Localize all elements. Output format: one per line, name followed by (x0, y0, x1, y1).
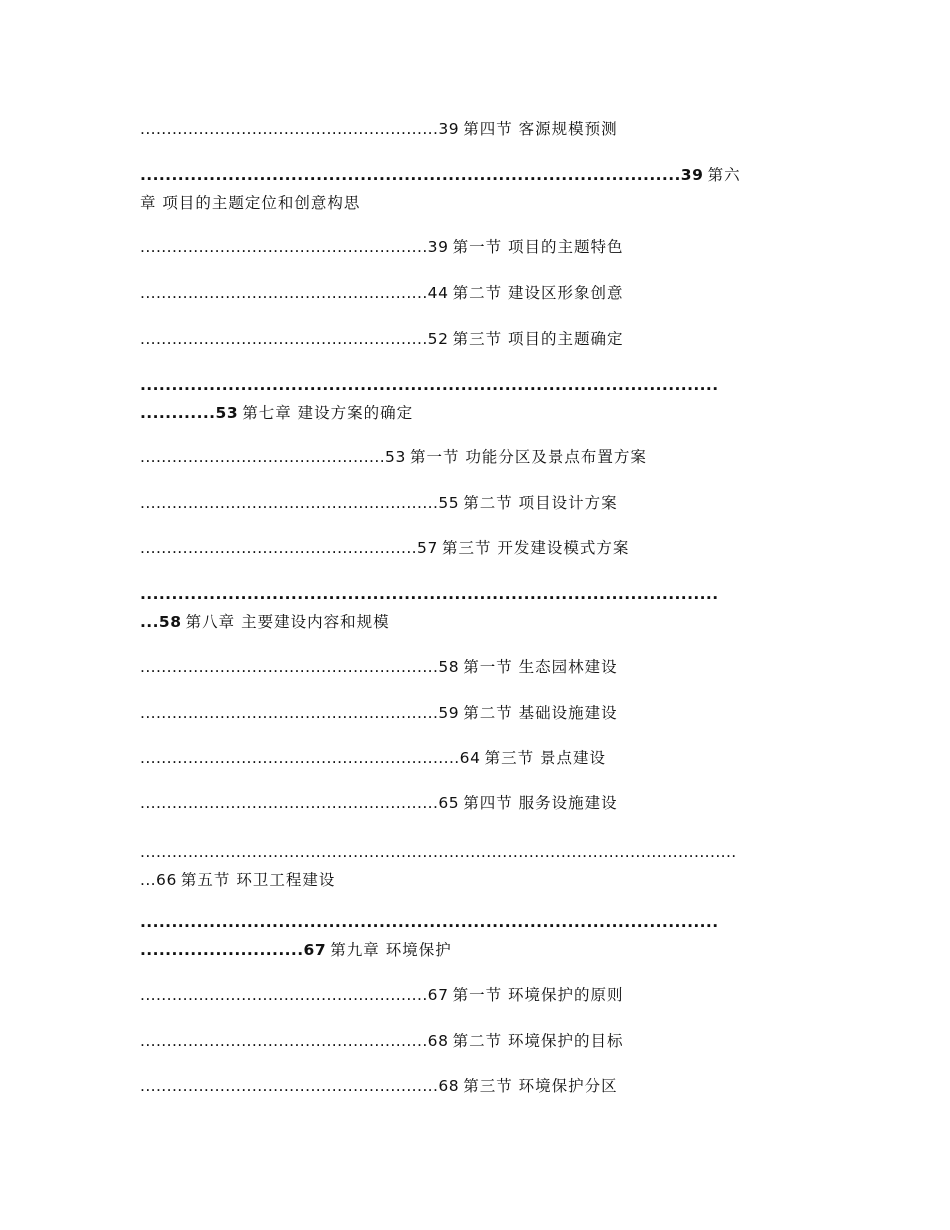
toc-entry-chapter (140, 371, 808, 427)
toc-page-number: 58 (438, 658, 460, 676)
toc-entry (140, 489, 808, 517)
toc-title: 第二节 建设区形象创意 (452, 284, 624, 302)
toc-title: 第九章 环境保护 (330, 941, 452, 959)
toc-leader-dots: ...................................................... (140, 1032, 428, 1050)
toc-leader-dots: ........................................................ (140, 120, 439, 138)
toc-entry (140, 279, 808, 307)
toc-entry (140, 981, 808, 1009)
toc-page-number: 68 (427, 1032, 449, 1050)
toc-entry (140, 534, 808, 562)
toc-leader-dots: ........................................................ (140, 794, 439, 812)
toc-page-number: 44 (427, 284, 449, 302)
toc-page-number: 57 (417, 539, 438, 557)
toc-entry (140, 115, 808, 143)
toc-page-number: 65 (438, 794, 460, 812)
toc-leader-dots: ...................................................................................... (140, 166, 681, 184)
toc-entry (140, 1072, 808, 1100)
toc-leader-dots-continued: ... (140, 871, 156, 889)
toc-title-continued: 章 项目的主题定位和创意构思 (140, 194, 361, 212)
toc-page-number: 68 (438, 1077, 460, 1095)
toc-title: 第二节 项目设计方案 (463, 494, 618, 512)
toc-title: 第八章 主要建设内容和规模 (185, 613, 390, 631)
toc-page-number: 67 (427, 986, 449, 1004)
toc-entry (140, 838, 808, 894)
toc-leader-dots: ........................................................ (140, 658, 439, 676)
toc-title: 第六 (707, 166, 741, 184)
toc-leader-dots: ...................................................... (140, 330, 428, 348)
toc-entry (140, 653, 808, 681)
toc-title: 第二节 环境保护的目标 (452, 1032, 624, 1050)
toc-entry (140, 744, 808, 772)
toc-title: 第四节 客源规模预测 (463, 120, 618, 138)
toc-leader-dots: ........................................................ (140, 494, 439, 512)
toc-leader-dots-continued: ... (140, 613, 159, 631)
toc-title: 第三节 环境保护分区 (463, 1077, 618, 1095)
toc-leader-dots: .................................................... (140, 539, 418, 557)
toc-entry (140, 789, 808, 817)
toc-entry-chapter (140, 580, 808, 636)
toc-entry-chapter (140, 908, 808, 964)
toc-page-number: 66 (155, 871, 177, 889)
toc-leader-dots: ................................................................................................................ (140, 843, 737, 861)
toc-leader-dots: ...................................................... (140, 986, 428, 1004)
toc-page-number: 67 (303, 941, 327, 959)
toc-title: 第三节 景点建设 (484, 749, 606, 767)
toc-leader-dots: ............................................................................................ (140, 376, 719, 394)
toc-page-number: 59 (438, 704, 460, 722)
toc-title: 第二节 基础设施建设 (463, 704, 618, 722)
toc-page-number: 55 (438, 494, 460, 512)
toc-entry (140, 1027, 808, 1055)
toc-page-number: 39 (427, 238, 449, 256)
toc-title: 第一节 生态园林建设 (463, 658, 618, 676)
toc-page-number: 39 (680, 166, 704, 184)
toc-leader-dots-continued: .......................... (140, 941, 304, 959)
toc-entry (140, 325, 808, 353)
toc-page-number: 58 (158, 613, 182, 631)
toc-title: 第一节 项目的主题特色 (452, 238, 624, 256)
toc-entry-chapter (140, 161, 808, 217)
toc-entry (140, 443, 808, 471)
toc-title: 第三节 项目的主题确定 (452, 330, 624, 348)
toc-title: 第一节 功能分区及景点布置方案 (409, 448, 647, 466)
toc-page-number: 39 (438, 120, 460, 138)
toc-leader-dots: ...................................................... (140, 238, 428, 256)
toc-entry (140, 233, 808, 261)
toc-title: 第七章 建设方案的确定 (242, 404, 414, 422)
toc-title: 第三节 开发建设模式方案 (441, 539, 630, 557)
toc-leader-dots-continued: ............ (140, 404, 216, 422)
toc-leader-dots: ............................................................................................ (140, 913, 719, 931)
toc-page-number: 53 (215, 404, 239, 422)
toc-leader-dots: ........................................................ (140, 1077, 439, 1095)
toc-leader-dots: ........................................................ (140, 704, 439, 722)
toc-leader-dots: ...................................................... (140, 284, 428, 302)
toc-leader-dots: ............................................................ (140, 749, 460, 767)
toc-title: 第一节 环境保护的原则 (452, 986, 624, 1004)
toc-leader-dots: ............................................................................................ (140, 585, 719, 603)
toc-title: 第四节 服务设施建设 (463, 794, 618, 812)
toc-leader-dots: .............................................. (140, 448, 386, 466)
toc-page-number: 52 (427, 330, 449, 348)
toc-entry (140, 699, 808, 727)
toc-title: 第五节 环卫工程建设 (180, 871, 336, 889)
toc-page-number: 53 (385, 448, 406, 466)
toc-page-number: 64 (459, 749, 481, 767)
